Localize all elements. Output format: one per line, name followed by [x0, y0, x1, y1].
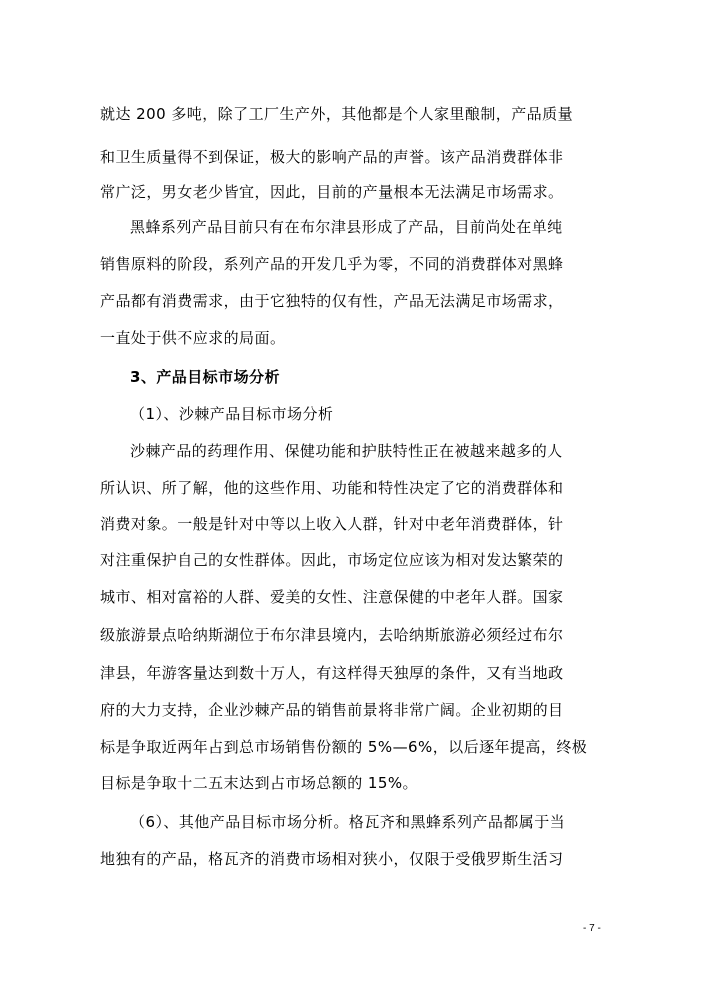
text-line: 府的大力支持，企业沙棘产品的销售前景将非常广阔。企业初期的目	[100, 701, 564, 719]
subsection-heading: （1）、沙棘产品目标市场分析	[130, 405, 334, 423]
text-line: 标是争取近两年占到总市场销售份额的 5%—6%，以后逐年提高，终极	[100, 738, 588, 756]
text-line: 销售原料的阶段，系列产品的开发几乎为零，不同的消费群体对黑蜂	[100, 255, 564, 273]
text-line: 常广泛，男女老少皆宜，因此，目前的产量根本无法满足市场需求。	[100, 183, 564, 201]
text-line: 所认识、所了解，他的这些作用、功能和特性决定了它的消费群体和	[100, 479, 564, 497]
text-line: 级旅游景点哈纳斯湖位于布尔津县境内，去哈纳斯旅游必须经过布尔	[100, 626, 564, 644]
text-line: 城市、相对富裕的人群、爱美的女性、注意保健的中老年人群。国家	[100, 588, 564, 606]
text-line: 对注重保护自己的女性群体。因此，市场定位应该为相对发达繁荣的	[100, 551, 564, 569]
text-line: 消费对象。一般是针对中等以上收入人群，针对中老年消费群体，针	[100, 515, 564, 533]
text-line: 一直处于供不应求的局面。	[100, 329, 286, 347]
text-line: 黑蜂系列产品目前只有在布尔津县形成了产品，目前尚处在单纯	[130, 218, 563, 236]
section-heading: 3、产品目标市场分析	[130, 368, 280, 386]
text-line: 和卫生质量得不到保证，极大的影响产品的声誉。该产品消费群体非	[100, 148, 564, 166]
text-line: 产品都有消费需求，由于它独特的仅有性，产品无法满足市场需求，	[100, 292, 564, 310]
page-number: - 7 -	[583, 923, 601, 934]
text-line: （6）、其他产品目标市场分析。格瓦齐和黑蜂系列产品都属于当	[130, 813, 566, 831]
text-line: 目标是争取十二五末达到占市场总额的 15%。	[100, 774, 419, 792]
text-line: 津县，年游客量达到数十万人，有这样得天独厚的条件，又有当地政	[100, 664, 564, 682]
text-line: 沙棘产品的药理作用、保健功能和护肤特性正在被越来越多的人	[130, 442, 563, 460]
text-line: 就达 200 多吨，除了工厂生产外，其他都是个人家里酿制，产品质量	[100, 105, 574, 123]
text-line: 地独有的产品，格瓦齐的消费市场相对狭小，仅限于受俄罗斯生活习	[100, 850, 564, 868]
